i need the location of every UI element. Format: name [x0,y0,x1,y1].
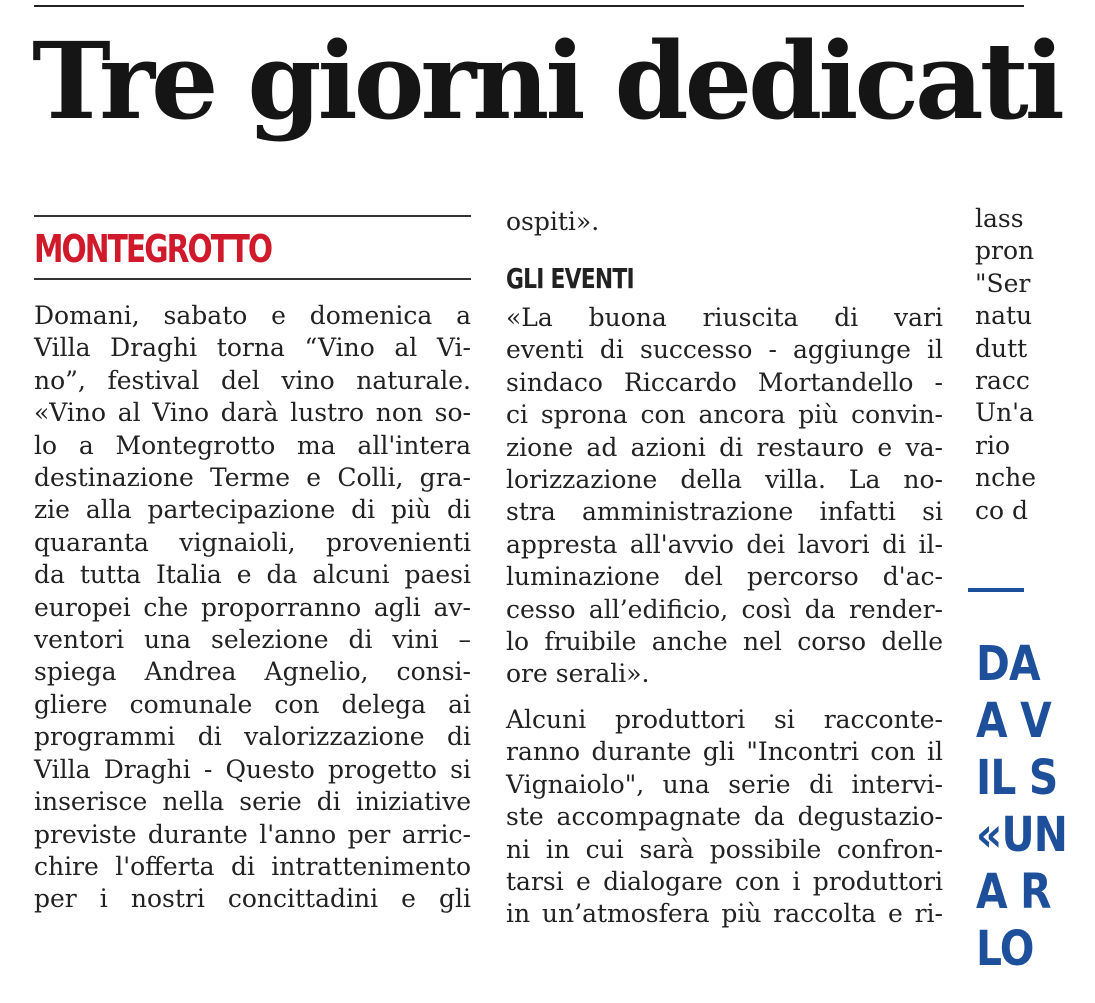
text-line: previste durante l'anno per arric- [34,819,471,849]
text-line: lass [975,204,1024,233]
text-line: ore serali». [506,659,650,689]
text-line: sindaco Riccardo Mortandello - [506,367,943,397]
headline: Tre giorni dedicati [32,18,1061,143]
text-line: ventori una selezione di vini – [34,625,471,655]
text-line: lorizzazione della villa. La no- [506,465,943,495]
pull-quote [976,636,1067,978]
location-kicker: MONTEGROTTO [34,227,272,271]
text-line: Un'a [975,398,1034,428]
text-line: natu [975,301,1033,331]
text-line: chire l'offerta di intrattenimento [34,851,471,881]
text-line: spiega Andrea Agnelio, consi- [34,657,471,687]
text-line: Villa Draghi torna “Vino al Vi- [34,333,471,363]
text-line: racc [975,366,1030,396]
text-line: lo a Montegrotto ma all'intera [34,430,471,460]
text-line: luminazione del percorso d'ac- [506,562,943,592]
text-line: gliere comunale con delega ai [34,689,471,719]
text-line: cesso all’edificio, così da render- [506,594,943,624]
text-line: eventi di successo - aggiunge il [506,335,943,365]
text-line: «La buona riuscita di vari [506,303,943,332]
text-line: no”, festival del vino naturale. [34,365,471,395]
text-line: programmi di valorizzazione di [34,722,471,752]
text-line: lo fruibile anche nel corso delle [506,627,943,657]
text-line: quaranta vignaioli, provenienti [34,527,471,557]
text-line: nche [975,463,1036,493]
pull-quote-line: A V [976,693,1051,749]
pull-quote-line: «UN [976,807,1068,863]
text-line: ci sprona con ancora più convin- [506,400,943,430]
pull-quote-rule [968,588,1024,592]
text-line: ospiti». [506,207,600,236]
pull-quote-line: DA [976,636,1040,692]
section-subhead: GLI EVENTI [506,262,634,295]
text-line: zie alla partecipazione di più di [34,495,471,525]
text-line: europei che proporranno agli av- [34,592,471,622]
article-column-3-cropped [975,203,1095,527]
text-line: «Vino al Vino darà lustro non so- [34,398,471,428]
text-line: Domani, sabato e domenica a [34,301,471,330]
text-line: ranno durante gli "Incontri con il [506,737,943,767]
article-column-1 [34,300,471,916]
text-line: Alcuni produttori si racconte- [506,705,943,734]
kicker-rule-bottom [34,278,471,280]
text-line: ste accompagnate da degustazio- [506,802,943,832]
text-line: "Ser [975,268,1031,298]
text-line: dutt [975,333,1028,363]
text-line: tarsi e dialogare con i produttori [506,867,943,897]
kicker-rule-top [34,215,471,217]
text-line: co d [975,495,1029,525]
article-column-2-middle [506,302,943,691]
text-line: inserisce nella serie di iniziative [34,787,471,817]
pull-quote-line: LO [976,921,1034,977]
text-line: in un’atmosfera più raccolta e ri- [506,899,943,929]
text-line: per i nostri concittadini e gli [34,884,471,914]
text-line: ni in cui sarà possibile confron- [506,834,943,864]
text-line: Villa Draghi - Questo progetto si [34,754,471,784]
article-column-2-bottom [506,704,943,931]
pull-quote-line: IL S [976,750,1058,806]
text-line: rio [975,430,1010,460]
text-line: Vignaiolo", una serie di intervi- [506,769,943,799]
top-rule [34,5,1024,7]
text-line: da tutta Italia e da alcuni paesi [34,560,471,590]
text-line: stra amministrazione infatti si [506,497,943,527]
text-line: destinazione Terme e Colli, gra- [34,463,471,493]
text-line: appresta all'avvio dei lavori di il- [506,529,943,559]
text-line: pron [975,236,1035,266]
article-column-2-top [506,206,943,238]
text-line: zione ad azioni di restauro e va- [506,432,943,462]
pull-quote-line: A R [976,864,1051,920]
